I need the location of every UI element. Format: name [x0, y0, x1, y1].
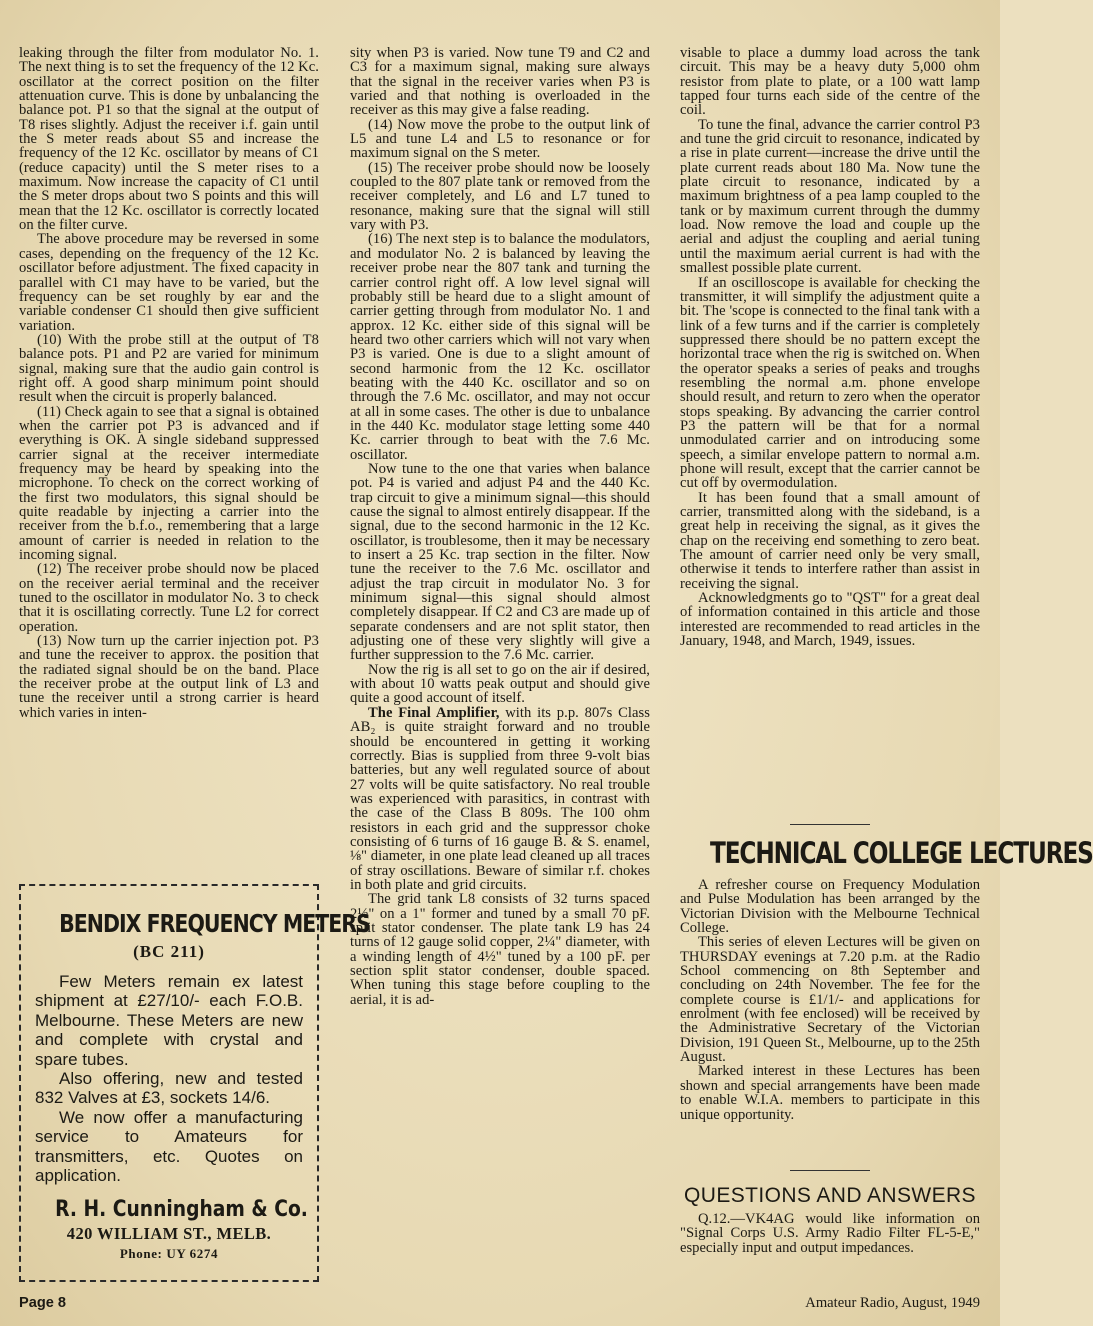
questions-heading: QUESTIONS AND ANSWERS	[684, 1184, 976, 1207]
advert-paragraph: We now offer a manufacturing service to Amateurs for transmitters, etc. Quotes on application.	[35, 1107, 303, 1186]
publication-line: Amateur Radio, August, 1949	[805, 1295, 980, 1311]
article-paragraph: Acknowledgments go to "QST" for a great deal of information contained in this article and those interested are recommended to read articles in the January, 1948, and March, 1949, issues.	[680, 590, 980, 650]
article-paragraph: (14) Now move the probe to the output link of L5 and tune L4 and L5 to resonance or for maximum signal on the S meter.	[350, 116, 650, 162]
article-paragraph: If an oscilloscope is available for checking the transmitter, it will simplify the adjustment quite a bit. The 'scope is connected to the final tank with a link of a few turns and if the carrier is completely suppressed there should be no pattern except the horizontal trace when the rig is switched on. When the operator speaks a series of peaks and troughs resembling the normal a.m. phone envelope should result, and return to zero when the operator stops speaking. By advancing the carrier control P3 the pattern will be that for a normal unmodulated carrier and on introducing some speech, a similar envelope pattern to normal a.m. phone will result, except that the carrier cannot be cut off by overmodulation.	[680, 274, 980, 492]
article-paragraph: (13) Now turn up the carrier injection pot. P3 and tune the receiver to approx. the position that the radiated signal should be on the band. Place the receiver probe at the output link of L3 and tune the receiver until a strong carrier is heard which varies in inten-	[19, 633, 319, 721]
technical-college-paragraph: A refresher course on Frequency Modulation and Pulse Modulation has been arranged by the Victorian Division with the Melbourne Technical College.	[680, 877, 980, 937]
article-paragraph: (11) Check again to see that a signal is obtained when the carrier pot P3 is advanced and if everything is OK. A single sideband suppressed carrier signal at the receiver intermediate frequency may be heard by speaking into the microphone. To check on the correct working of the first two modulators, this signal should be quite readable by injecting a carrier into the receiver from the b.f.o., remembering that a large amount of carrier is needed in relation to the incoming signal.	[19, 403, 319, 564]
article-column-3	[680, 46, 980, 648]
advert-paragraph: Few Meters remain ex latest shipment at £27/10/- each F.O.B. Melbourne. These Meters are new and complete with crystal and spare tubes.	[35, 972, 303, 1069]
advert-title: BENDIX FREQUENCY METERS	[59, 909, 370, 938]
article-paragraph: (12) The receiver probe should now be placed on the receiver aerial terminal and the receiver tuned to the oscillator in modulator No. 3 to check that it is oscillating correctly. Tune L2 for correct operation.	[19, 561, 319, 635]
article-paragraph: It has been found that a small amount of carrier, transmitted along with the sideband, is a great help in receiving the signal, as it gives the chap on the receiving end something to zero beat. The amount of carrier need only be very small, otherwise it tends to interfere rather than assist in receiving the signal.	[680, 489, 980, 592]
page-number: Page 8	[19, 1295, 67, 1311]
article-paragraph: Now the rig is all set to go on the air if desired, with about 10 watts peak output and should give quite a good account of itself.	[350, 661, 650, 707]
advert-company: R. H. Cunningham & Co.	[55, 1197, 308, 1223]
article-paragraph: (16) The next step is to balance the modulators, and modulator No. 2 is balanced by leaving the receiver probe near the 807 tank and turning the carrier control right off. A low level signal will probably still be heard due to a slight amount of carrier getting through from modulator No. 1 and approx. 12 Kc. either side of this signal will be heard two other carriers which will not vary when P3 is varied. One is due to a slight amount of second harmonic from the 12 Kc. oscillator beating with the 440 Kc. oscillator and so on through the 7.6 Mc. oscillator, and may not occur at all in some cases. The other is due to unbalance in the 440 Kc. modulator stage letting some 440 Kc. carrier through to beat with the 7.6 Mc. oscillator.	[350, 231, 650, 463]
article-paragraph: The grid tank L8 consists of 32 turns spaced 2½" on a 1" former and tuned by a small 70 pF. split stator condenser. The plate tank L9 has 24 turns of 12 gauge solid copper, 2¼" diameter, with a winding length of 4½" tuned by a 100 pF. per section split stator condenser, double spaced. When tuning this stage before coupling to the aerial, it is ad-	[350, 891, 650, 1008]
advert-paragraph: Also offering, new and tested 832 Valves at £3, sockets 14/6.	[35, 1069, 303, 1108]
advert-phone: Phone: UY 6274	[119, 1246, 219, 1262]
article-paragraph: To tune the final, advance the carrier control P3 and tune the grid circuit to resonance, indicated by a rise in plate current—increase the drive until the plate current reads about 180 Ma. Now tune the plate circuit to resonance, indicated by a maximum brightness of a pea lamp coupled to the tank or by maximum current through the dummy load. Now remove the load and couple up the aerial and adjust the coupling and aerial tuning until the maximum aerial current is had with the smallest possible plate current.	[680, 116, 980, 277]
technical-college-paragraph: Marked interest in these Lectures has been shown and special arrangements have been made to enable W.I.A. members to participate in this unique opportunity.	[680, 1063, 980, 1123]
section-divider	[790, 824, 870, 825]
technical-college-paragraph: This series of eleven Lectures will be given on THURSDAY evenings at 7.20 p.m. at the Radio School commencing on 8th September and concluding on 24th November. The fee for the complete course is £1/1/- and applications for enrolment (with fee enclosed) will be received by the Administrative Secretary of the Victorian Division, 191 Queen St., Melbourne, up to the 25th August.	[680, 934, 980, 1066]
article-column-1	[19, 46, 319, 720]
final-amplifier-text: with its p.p. 807s Class AB₂ is quite straight forward and no trouble should be encountered in getting it working correctly. Bias is supplied from three 9-volt bias batteries, but any well regulated source of about 27 volts will be quite satisfactory. No real trouble was experienced with parasitics, in contrast with the case of the Class B 809s. The 100 ohm resistors in each grid and the suppressor choke consisting of 6 turns of 16 gauge B. & S. enamel, ⅛" diameter, in one plate lead cleaned up all traces of stray oscillations. Beware of similar r.f. chokes in both plate and grid circuits.	[350, 704, 650, 893]
questions-section	[680, 1212, 980, 1255]
technical-college-heading: TECHNICAL COLLEGE LECTURES	[710, 836, 1093, 870]
advert-address: 420 WILLIAM ST., MELB.	[66, 1224, 272, 1244]
article-paragraph: (10) With the probe still at the output of T8 balance pots. P1 and P2 are varied for minimum signal, making sure that the audio gain control is right off. A good sharp minimum point should result when the circuit is properly balanced.	[19, 331, 319, 406]
article-paragraph: visable to place a dummy load across the tank circuit. This may be a heavy duty 5,000 ohm resistor from plate to plate, or a 100 watt lamp tapped four turns each side of the centre of the coil.	[680, 45, 980, 119]
article-paragraph: Now tune to the one that varies when balance pot. P4 is varied and adjust P4 and the 440 Kc. trap circuit to give a minimum signal—this should cause the signal to almost entirely disappear. If the signal, due to the second harmonic in the 12 Kc. oscillator, is troublesome, then it may be necessary to insert a 25 Kc. trap section in the filter. Now tune the receiver to the 7.6 Mc. oscillator and adjust the trap circuit in modulator No. 3 for minimum signal—this signal should almost completely disappear. If C2 and C3 are made up of separate condensers and are not split stator, then adjusting one of these very slightly will give a further suppression to the 7.6 Mc. carrier.	[350, 460, 650, 664]
final-amplifier-paragraph	[350, 706, 650, 892]
article-paragraph: The above procedure may be reversed in some cases, depending on the frequency of the 12 Kc. oscillator before adjustment. The fixed capacity in parallel with C1 may have to be varied, but the frequency can be set roughly by ear and the variable condenser C1 should then give sufficient variation.	[19, 231, 319, 334]
article-paragraph: (15) The receiver probe should now be loosely coupled to the 807 plate tank or removed from the receiver completely, and L6 and L7 tuned to resonance, making sure that the signal will still vary with P3.	[350, 159, 650, 234]
article-paragraph: leaking through the filter from modulator No. 1. The next thing is to set the frequency of the 12 Kc. oscillator at the correct position on the filter attenuation curve. This is done by unbalancing the balance pot. P1 so that the signal at the output of T8 rises slightly. Adjust the receiver i.f. gain until the S meter reads about S5 and increase the frequency of the 12 Kc. oscillator by means of C1 (reduce capacity) until the S meter rises to a maximum. Now increase the capacity of C1 until the S meter drops about two S points and this will mean that the 12 Kc. oscillator is correctly located on the filter curve.	[19, 45, 319, 234]
article-column-2	[350, 46, 650, 1007]
technical-college-section	[680, 878, 980, 1122]
question-paragraph: Q.12.—VK4AG would like information on "Signal Corps U.S. Army Radio Filter FL-5-E," especially input and output impedances.	[680, 1211, 980, 1256]
final-amplifier-label: The Final Amplifier,	[368, 704, 500, 721]
article-paragraph: sity when P3 is varied. Now tune T9 and C2 and C3 for a maximum signal, making sure always that the signal in the receiver varies when P3 is varied and that nothing is overloaded in the receiver as this may give a false reading.	[350, 45, 650, 119]
section-divider	[790, 1170, 870, 1171]
advert-body	[35, 972, 303, 1185]
bendix-advertisement	[19, 884, 370, 1282]
advert-model: (BC 211)	[133, 942, 205, 961]
